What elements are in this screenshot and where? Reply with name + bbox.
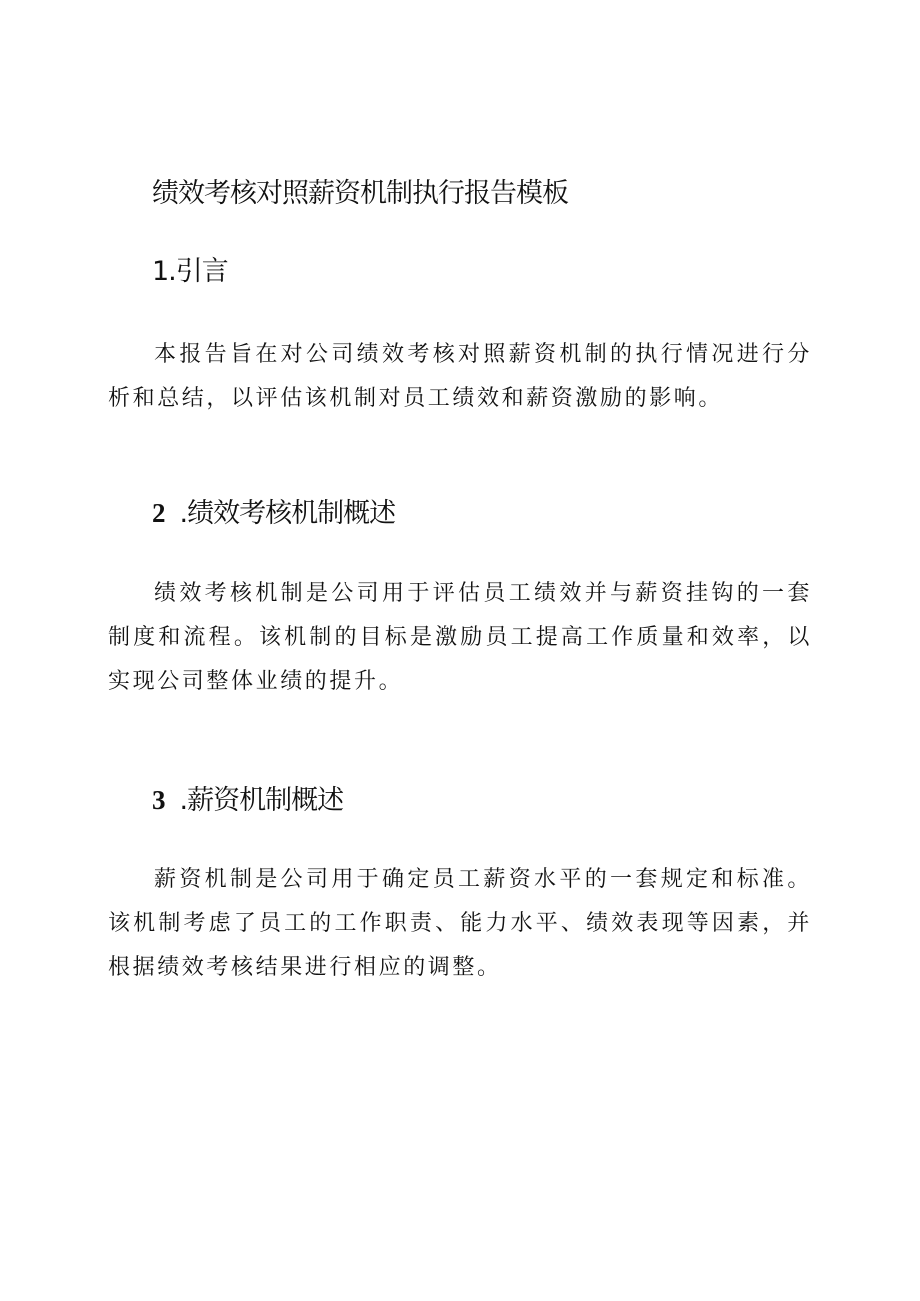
performance-overview-paragraph: 绩效考核机制是公司用于评估员工绩效并与薪资挂钩的一套制度和流程。该机制的目标是激励员工提高工作质量和效率，以实现公司整体业绩的提升。: [108, 581, 812, 694]
introduction-paragraph: 本报告旨在对公司绩效考核对照薪资机制的执行情况进行分析和总结，以评估该机制对员工绩效和薪资激励的影响。: [108, 342, 812, 411]
section-heading-label: .绩效考核机制概述: [179, 498, 396, 529]
section-heading-performance-overview: [152, 491, 395, 536]
section-heading-label: .薪资机制概述: [179, 785, 344, 816]
section-heading-salary-overview: [152, 778, 343, 823]
salary-overview-paragraph: 薪资机制是公司用于确定员工薪资水平的一套规定和标准。该机制考虑了员工的工作职责、能力水平、绩效表现等因素，并根据绩效考核结果进行相应的调整。: [108, 867, 812, 980]
section-heading-introduction: 1.引言: [152, 256, 228, 287]
section-number: 3: [152, 785, 166, 815]
document-title: 绩效考核对照薪资机制执行报告模板: [152, 178, 568, 209]
section-number: 2: [152, 498, 166, 528]
